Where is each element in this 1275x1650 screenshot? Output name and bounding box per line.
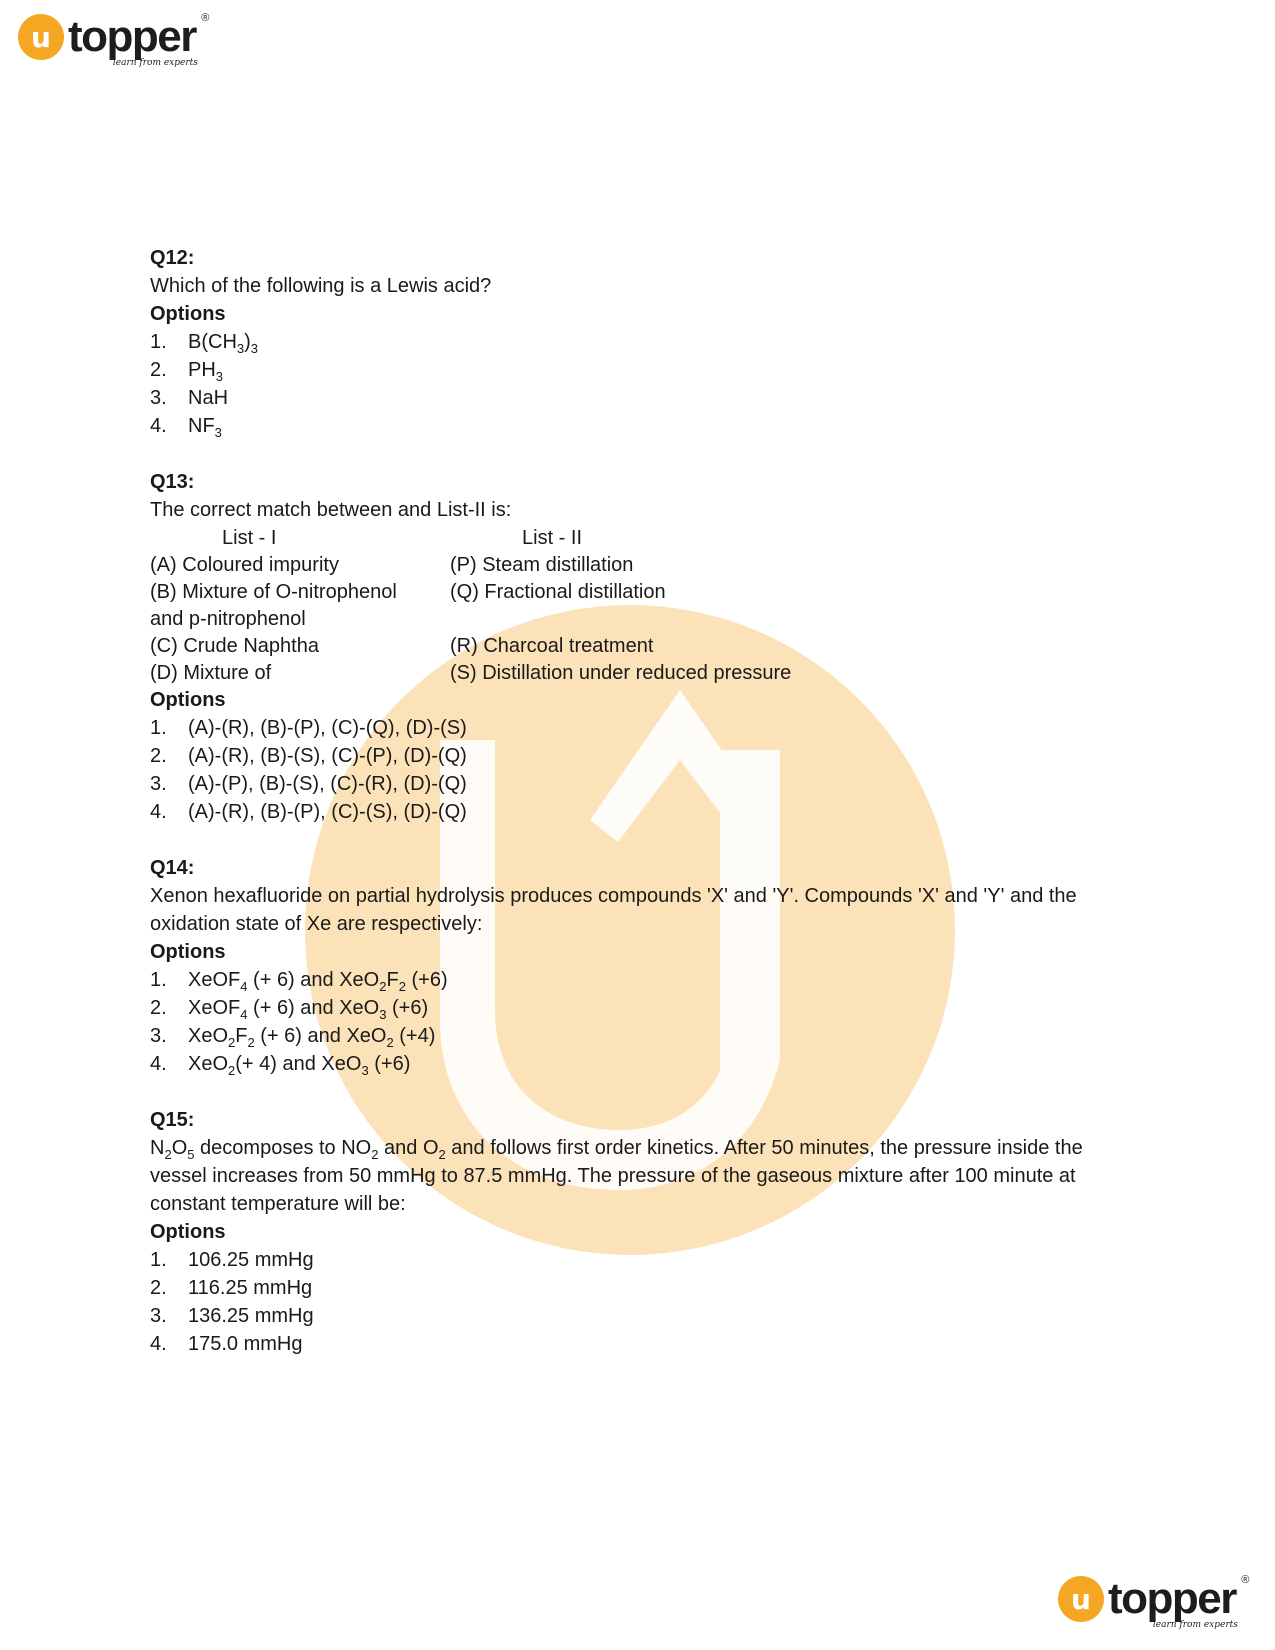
- question-block: [150, 468, 1130, 826]
- list2-header: List - II: [522, 527, 583, 549]
- brand-tagline: learn from experts: [1152, 1620, 1238, 1630]
- list1-item: (A) Coloured impurity: [150, 554, 339, 576]
- options-label: Options: [150, 303, 226, 325]
- list1-item: (C) Crude Naphtha: [150, 635, 319, 657]
- option-item: [150, 328, 1130, 356]
- option-number: 2.: [150, 359, 167, 381]
- option-item: [150, 1330, 1130, 1358]
- question-number: Q15:: [150, 1109, 195, 1131]
- option-text: $PH_3$: [188, 359, 224, 384]
- option-item: [150, 356, 1130, 384]
- option-item: [150, 1022, 1130, 1050]
- option-item: [150, 742, 1130, 770]
- option-item: [150, 1246, 1130, 1274]
- option-number: 4.: [150, 415, 167, 437]
- question-text: The correct match between and List-II is:: [150, 499, 512, 521]
- option-item: [150, 770, 1130, 798]
- options-list: [150, 714, 1130, 826]
- option-number: 1.: [150, 331, 167, 353]
- options-label: Options: [150, 941, 226, 963]
- option-number: 4.: [150, 801, 167, 823]
- option-number: 1.: [150, 969, 167, 991]
- brand-logo-bottom: [1058, 1574, 1248, 1630]
- option-text: 116.25 mmHg: [188, 1277, 313, 1299]
- options-label: Options: [150, 689, 226, 711]
- question-number: Q14:: [150, 857, 195, 879]
- option-text: (A)-(P), (B)-(S), (C)-(R), (D)-(Q): [188, 773, 467, 795]
- question-text: Which of the following is a Lewis acid?: [150, 275, 492, 297]
- list2-item: (Q) Fractional distillation: [450, 581, 666, 603]
- list1-item: (D) Mixture of: [150, 662, 272, 684]
- option-item: [150, 1274, 1130, 1302]
- list2-item: (P) Steam distillation: [450, 554, 634, 576]
- option-text: (A)-(R), (B)-(P), (C)-(S), (D)-(Q): [188, 801, 467, 823]
- option-text: 175.0 mmHg: [188, 1333, 303, 1355]
- match-table: [150, 524, 1130, 686]
- option-number: 3.: [150, 1305, 167, 1327]
- list2-item: (S) Distillation under reduced pressure: [450, 662, 792, 684]
- question-number: Q12:: [150, 247, 195, 269]
- options-list: [150, 966, 1130, 1078]
- options-list: [150, 1246, 1130, 1358]
- question-text: $N_2O_5$ decomposes to $NO_2$ and $O_2$ and follows first order kinetics. After 50 minutes, the pressure inside the vessel increases from 50 mmHg to 87.5 mmHg. The pressure of the gaseous mixture after 100 minute at constant temperature will be:: [150, 1137, 1083, 1215]
- option-number: 3.: [150, 1025, 167, 1047]
- question-block: [150, 244, 1130, 440]
- question-content: [150, 244, 1130, 1386]
- option-text: (A)-(R), (B)-(P), (C)-(Q), (D)-(S): [188, 717, 467, 739]
- brand-mark-icon: u: [18, 14, 64, 60]
- option-item: [150, 798, 1130, 826]
- options-label: Options: [150, 1221, 226, 1243]
- option-text: $B(CH_3)_3$: [188, 331, 259, 356]
- option-number: 2.: [150, 1277, 167, 1299]
- option-text: (A)-(R), (B)-(S), (C)-(P), (D)-(Q): [188, 745, 467, 767]
- option-text: 106.25 mmHg: [188, 1249, 314, 1271]
- option-number: 4.: [150, 1053, 167, 1075]
- list1-item: (B) Mixture of O-nitrophenol: [150, 581, 397, 603]
- option-number: 1.: [150, 1249, 167, 1271]
- brand-logo-top: [18, 12, 208, 68]
- option-text: 136.25 mmHg: [188, 1305, 314, 1327]
- option-text: XeOF$_4$ (+ 6) and $XeO_2F_2$ (+6): [188, 969, 448, 994]
- brand-mark-icon: u: [1058, 1576, 1104, 1622]
- option-item: [150, 714, 1130, 742]
- option-number: 2.: [150, 745, 167, 767]
- registered-mark: ®: [201, 12, 208, 24]
- option-text: XeO$_2$(+ 4) and XeO$_3$ (+6): [188, 1053, 411, 1078]
- option-item: [150, 384, 1130, 412]
- options-list: [150, 328, 1130, 440]
- question-text: Xenon hexafluoride on partial hydrolysis produces compounds 'X' and 'Y'. Compounds 'X' and 'Y' and the oxidation state of Xe are respectively:: [150, 885, 1077, 935]
- brand-name: topper: [68, 12, 196, 61]
- option-item: [150, 994, 1130, 1022]
- option-text: $XeO_2F_2$ (+ 6) and XeO$_2$ (+4): [188, 1025, 436, 1050]
- option-number: 2.: [150, 997, 167, 1019]
- option-number: 3.: [150, 773, 167, 795]
- option-text: $NF_3$: [188, 415, 222, 440]
- brand-tagline: learn from experts: [112, 58, 198, 68]
- list2-item: (R) Charcoal treatment: [450, 635, 654, 657]
- question-block: [150, 854, 1130, 1078]
- question-block: [150, 1106, 1130, 1358]
- list1-item: and p-nitrophenol: [150, 608, 306, 630]
- option-item: [150, 1050, 1130, 1078]
- option-number: 3.: [150, 387, 167, 409]
- registered-mark: ®: [1241, 1574, 1248, 1586]
- list1-header: List - I: [222, 527, 277, 549]
- option-text: NaH: [188, 387, 229, 409]
- option-number: 1.: [150, 717, 167, 739]
- option-item: [150, 412, 1130, 440]
- question-number: Q13:: [150, 471, 195, 493]
- option-text: XeOF$_4$ (+ 6) and XeO$_3$ (+6): [188, 997, 429, 1022]
- option-item: [150, 1302, 1130, 1330]
- option-number: 4.: [150, 1333, 167, 1355]
- option-item: [150, 966, 1130, 994]
- brand-name: topper: [1108, 1574, 1236, 1623]
